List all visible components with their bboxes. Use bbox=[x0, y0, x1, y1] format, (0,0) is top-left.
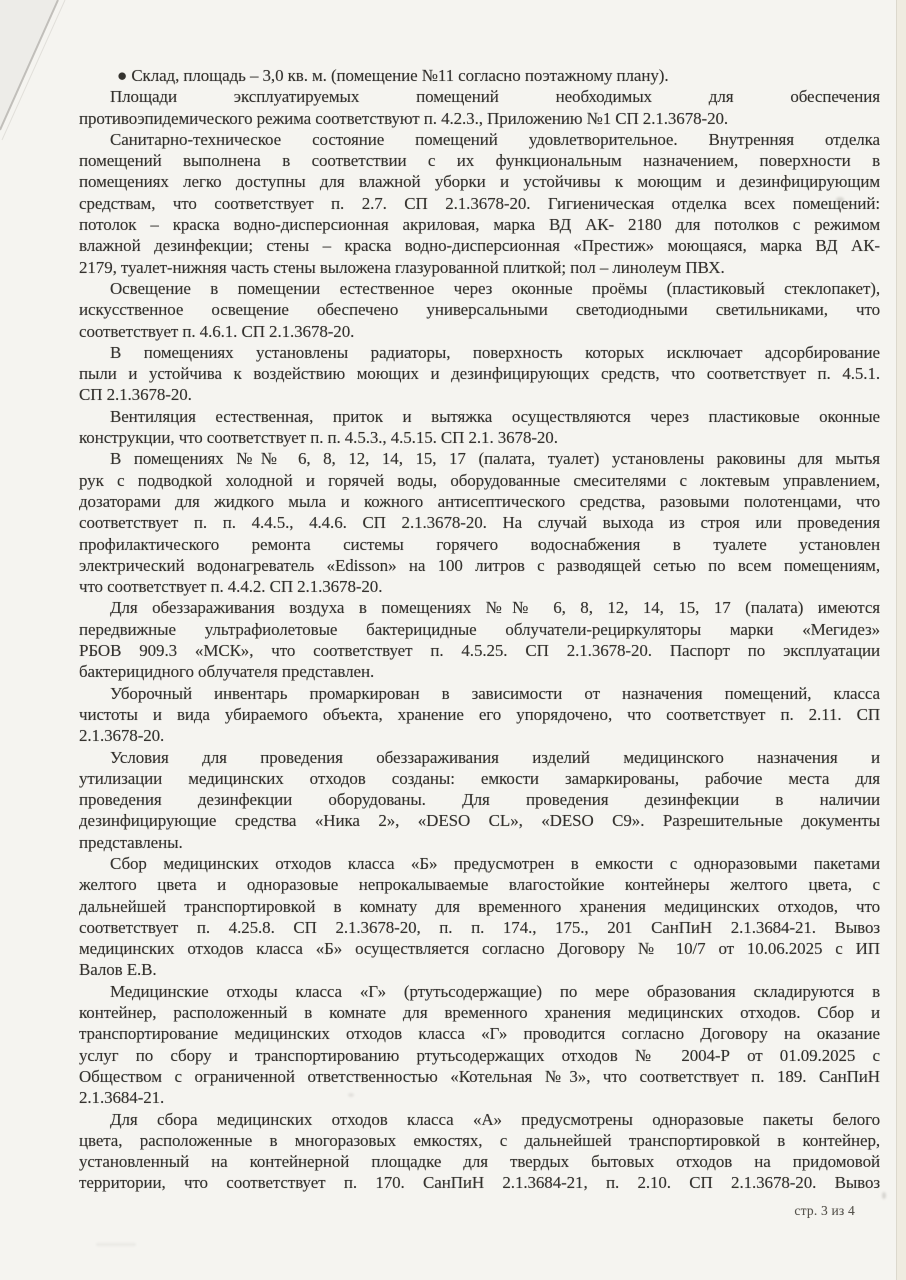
document-body bbox=[79, 65, 880, 1194]
text-line: РБОВ 909.3 «МСК», что соответствует п. 4.5.25. СП 2.1.3678-20. Паспорт по эксплуатации bbox=[79, 641, 880, 661]
text-line: 2.1.3684-21. bbox=[79, 1088, 165, 1108]
text-line: Уборочный инвентарь промаркирован в зависимости от назначения помещений, класса bbox=[110, 683, 880, 703]
text-line: передвижные ультрафиолетовые бактерицидные облучатели-рециркуляторы марки «Мегидез» bbox=[79, 619, 880, 639]
text-line: пыли и устойчива к воздействию моющих и дезинфицирующих средств, что соответствует п. 4.5.1. bbox=[79, 364, 880, 384]
scan-smudge bbox=[96, 1243, 136, 1246]
text-line: Площади эксплуатируемых помещений необходимых для обеспечения bbox=[110, 87, 880, 107]
text-line: чистоты и вида убираемого объекта, хранение его упорядочено, что соответствует п. 2.11. СП bbox=[79, 704, 880, 724]
text-line: утилизации медицинских отходов созданы: емкости замаркированы, рабочие места для bbox=[79, 768, 880, 788]
text-line: В помещениях установлены радиаторы, поверхность которых исключает адсорбирование bbox=[110, 342, 880, 362]
text-line: Санитарно-техническое состояние помещений удовлетворительное. Внутренняя отделка bbox=[110, 129, 880, 149]
text-line: Валов Е.В. bbox=[79, 960, 157, 980]
text-line: контейнер, расположенный в комнате для временного хранения медицинских отходов. Сбор и bbox=[79, 1003, 880, 1023]
text-line: что соответствует п. 4.4.2. СП 2.1.3678-20. bbox=[79, 577, 383, 597]
text-line: СП 2.1.3678-20. bbox=[79, 385, 192, 405]
text-line: Для сбора медицинских отходов класса «А» предусмотрены одноразовые пакеты белого bbox=[110, 1109, 880, 1129]
text-line: электрический водонагреватель «Edisson» на 100 литров с разводящей сетью по всем помещениям, bbox=[79, 555, 880, 575]
text-line: представлены. bbox=[79, 832, 183, 852]
paragraph bbox=[79, 278, 880, 342]
text-line: рук с подводкой холодной и горячей воды, оборудованные смесителями с локтевым управлением, bbox=[79, 470, 880, 490]
text-line: Освещение в помещении естественное через оконные проёмы (пластиковый стеклопакет), bbox=[110, 278, 880, 298]
text-line: транспортирование медицинских отходов класса «Г» проводится согласно Договору на оказание bbox=[79, 1024, 880, 1044]
text-line: установленный на контейнерной площадке для твердых бытовых отходов на придомовой bbox=[79, 1152, 880, 1172]
text-line: ● Склад, площадь – 3,0 кв. м. (помещение №11 согласно поэтажному плану). bbox=[117, 66, 669, 85]
text-line: потолок – краска водно-дисперсионная акриловая, марка ВД АК- 2180 для потолков с режимом bbox=[79, 215, 880, 235]
text-line: желтого цвета и одноразовые непрокалываемые влагостойкие контейнеры желтого цвета, с bbox=[79, 875, 880, 895]
text-line: соответствует п. п. 4.4.5., 4.4.6. СП 2.1.3678-20. На случай выхода из строя или проведения bbox=[79, 513, 880, 533]
text-line: цвета, расположенные в многоразовых емкостях, с дальнейшей транспортировкой в контейнер, bbox=[79, 1130, 880, 1150]
text-line: помещений выполнена в соответствии с их функциональным назначением, поверхности в bbox=[79, 151, 880, 171]
text-line: противоэпидемического режима соответствуют п. 4.2.3., Приложению №1 СП 2.1.3678-20. bbox=[79, 108, 729, 128]
text-line: средствам, что соответствует п. 2.7. СП 2.1.3678-20. Гигиеническая отделка всех помещений: bbox=[79, 193, 880, 213]
text-line: профилактического ремонта системы горячего водоснабжения в туалете установлен bbox=[79, 534, 880, 554]
page-number: стр. 3 из 4 bbox=[794, 1203, 855, 1218]
paragraph bbox=[79, 65, 880, 86]
text-line: искусственное освещение обеспечено универсальными светодиодными светильниками, что bbox=[79, 300, 880, 320]
scan-smudge bbox=[882, 1192, 886, 1199]
paragraph bbox=[79, 406, 880, 449]
text-line: дальнейшей транспортировкой в комнату для временного хранения медицинских отходов, что bbox=[79, 896, 880, 916]
paragraph bbox=[79, 342, 880, 406]
paragraph bbox=[79, 853, 880, 981]
text-line: проведения дезинфекции оборудованы. Для проведения дезинфекции в наличии bbox=[79, 790, 880, 810]
text-line: дозаторами для жидкого мыла и кожного антисептического средства, разовыми полотенцами, что bbox=[79, 491, 880, 511]
text-line: Сбор медицинских отходов класса «Б» предусмотрен в емкости с одноразовыми пакетами bbox=[110, 853, 880, 873]
paragraph bbox=[79, 86, 880, 129]
paragraph bbox=[79, 747, 880, 853]
text-line: дезинфицирующие средства «Ника 2», «DESO CL», «DESO C9». Разрешительные документы bbox=[79, 811, 880, 831]
page-edge-shadow bbox=[896, 0, 906, 1280]
text-line: соответствует п. 4.6.1. СП 2.1.3678-20. bbox=[79, 321, 355, 341]
text-line: бактерицидного облучателя представлен. bbox=[79, 662, 375, 682]
text-line: В помещениях №№ 6, 8, 12, 14, 15, 17 (палата, туалет) установлены раковины для мытья bbox=[110, 449, 880, 469]
paragraph bbox=[79, 129, 880, 278]
text-line: Условия для проведения обеззараживания изделий медицинского назначения и bbox=[110, 747, 880, 767]
text-line: Медицинские отходы класса «Г» (ртутьсодержащие) по мере образования складируются в bbox=[110, 981, 880, 1001]
text-line: 2179, туалет-нижняя часть стены выложена глазурованной плиткой; пол – линолеум ПВХ. bbox=[79, 257, 725, 277]
text-line: влажной дезинфекции; стены – краска водно-дисперсионная «Престиж» моющаяся, марка ВД АК- bbox=[79, 236, 880, 256]
text-line: территории, что соответствует п. 170. СанПиН 2.1.3684-21, п. 2.10. СП 2.1.3678-20. Вывоз bbox=[79, 1173, 880, 1193]
text-line: Вентиляция естественная, приток и вытяжка осуществляются через пластиковые оконные bbox=[110, 406, 880, 426]
page-corner-crease bbox=[0, 0, 72, 145]
text-line: медицинских отходов класса «Б» осуществляется согласно Договору № 10/7 от 10.06.2025 с ИП bbox=[79, 939, 880, 959]
text-line: конструкции, что соответствует п. п. 4.5.3., 4.5.15. СП 2.1. 3678-20. bbox=[79, 428, 558, 448]
text-line: Для обеззараживания воздуха в помещениях №№ 6, 8, 12, 14, 15, 17 (палата) имеются bbox=[110, 598, 880, 618]
text-line: услуг по сбору и транспортированию ртутьсодержащих отходов № 2004-Р от 01.09.2025 с bbox=[79, 1045, 880, 1065]
paragraph bbox=[79, 1109, 880, 1194]
paragraph bbox=[79, 448, 880, 597]
paragraph bbox=[79, 981, 880, 1109]
text-line: Обществом с ограниченной ответственностью «Котельная №3», что соответствует п. 189. СанПиН bbox=[79, 1066, 880, 1086]
text-line: соответствует п. 4.25.8. СП 2.1.3678-20, п. п. 174., 175., 201 СанПиН 2.1.3684-21. Вывоз bbox=[79, 917, 880, 937]
text-line: 2.1.3678-20. bbox=[79, 726, 165, 746]
text-line: помещениях легко доступны для влажной уборки и устойчивы к моющим и дезинфицирующим bbox=[79, 172, 880, 192]
paragraph bbox=[79, 597, 880, 682]
paragraph bbox=[79, 683, 880, 747]
